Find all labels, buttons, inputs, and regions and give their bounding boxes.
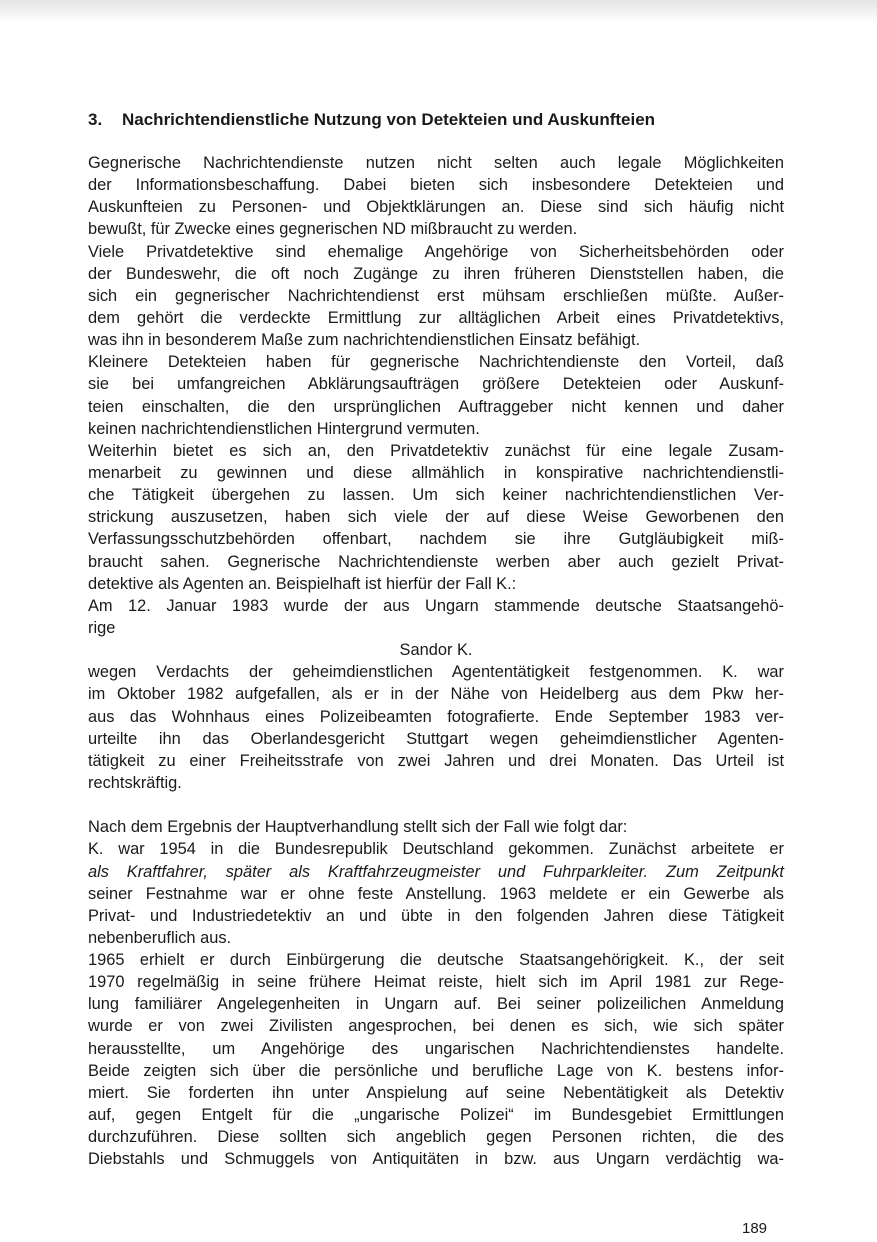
section-heading	[88, 109, 808, 131]
text-line: aus das Wohnhaus eines Polizeibeamten fotografierte. Ende September 1983 ver-	[88, 707, 784, 726]
text-line: detektive als Agenten an. Beispielhaft ist hierfür der Fall K.:	[88, 574, 517, 593]
text-line: urteilte ihn das Oberlandesgericht Stuttgart wegen geheimdienstlicher Agenten-	[88, 729, 784, 748]
text-line: braucht sahen. Gegnerische Nachrichtendienste werben aber auch gezielt Privat-	[88, 552, 784, 571]
text-line: Auskunfteien zu Personen- und Objektklärungen an. Diese sind sich häufig nicht	[88, 198, 784, 217]
section-title: Nachrichtendienstliche Nutzung von Detekteien und Auskunfteien	[122, 110, 656, 129]
text-line: Nach dem Ergebnis der Hauptverhandlung stellt sich der Fall wie folgt dar:	[88, 818, 628, 837]
text-line: sich ein gegnerischer Nachrichtendienst erst mühsam erschließen müßte. Außer-	[88, 286, 784, 305]
text-line: che Tätigkeit übergehen zu lassen. Um sich keiner nachrichtendienstlichen Ver-	[88, 486, 784, 505]
text-line: keinen nachrichtendienstlichen Hintergrund vermuten.	[88, 419, 480, 438]
body-text	[88, 152, 784, 1170]
text-line: Gegnerische Nachrichtendienste nutzen nicht selten auch legale Möglichkeiten	[88, 154, 784, 172]
paragraph-gap	[88, 794, 784, 816]
text-line: wurde er von zwei Zivilisten angesprochen, bei denen es sich, wie sich später	[88, 1017, 784, 1036]
text-line: 1970 regelmäßig in seine frühere Heimat reiste, hielt sich im April 1981 zur Rege-	[88, 973, 784, 992]
scan-top-edge	[0, 0, 877, 22]
text-line: K. war 1954 in die Bundesrepublik Deutschland gekommen. Zunächst arbeitete er	[88, 840, 784, 859]
section-number: 3.	[88, 110, 103, 129]
text-line: teien einschalten, die den ursprünglichen Auftraggeber nicht kennen und daher	[88, 397, 784, 416]
text-line: Viele Privatdetektive sind ehemalige Angehörige von Sicherheitsbehörden oder	[88, 242, 784, 261]
text-line: Beide zeigten sich über die persönliche und berufliche Lage von K. bestens infor-	[88, 1061, 784, 1080]
text-line: Verfassungsschutzbehörden offenbart, nachdem sie ihre Gutgläubigkeit miß-	[88, 530, 784, 549]
text-line: Weiterhin bietet es sich an, den Privatdetektiv zunächst für eine legale Zusam-	[88, 441, 784, 460]
text-line: Diebstahls und Schmuggels von Antiquitäten in bzw. aus Ungarn verdächtig wa-	[88, 1150, 784, 1169]
text-line: menarbeit zu gewinnen und diese allmählich in konspirative nachrichtendienstli-	[88, 463, 784, 482]
text-line: durchzuführen. Diese sollten sich angeblich gegen Personen richten, die des	[88, 1128, 784, 1147]
text-line: als Kraftfahrer, später als Kraftfahrzeugmeister und Fuhrparkleiter. Zum Zeitpunkt	[88, 862, 784, 881]
text-line: lung familiärer Angelegenheiten in Ungarn auf. Bei seiner polizeilichen Anmeldung	[88, 995, 784, 1014]
text-line: herausstellte, um Angehörige des ungarischen Nachrichtendienstes handelte.	[88, 1039, 784, 1058]
text-line: was ihn in besonderem Maße zum nachrichtendienstlichen Einsatz befähigt.	[88, 331, 641, 350]
centered-name: Sandor K.	[399, 641, 473, 660]
text-line: 1965 erhielt er durch Einbürgerung die deutsche Staatsangehörigkeit. K., der seit	[88, 951, 784, 970]
text-line: auf, gegen Entgelt für die „ungarische Polizei“ im Bundesgebiet Ermittlungen	[88, 1106, 784, 1125]
text-line: Kleinere Detekteien haben für gegnerische Nachrichtendienste den Vorteil, daß	[88, 353, 784, 372]
text-line: Am 12. Januar 1983 wurde der aus Ungarn stammende deutsche Staatsangehö-	[88, 596, 784, 615]
page-number: 189	[742, 1220, 768, 1237]
text-line: sie bei umfangreichen Abklärungsaufträgen größere Detekteien oder Auskunf-	[88, 375, 784, 394]
text-line: tätigkeit zu einer Freiheitsstrafe von zwei Jahren und drei Monaten. Das Urteil ist	[88, 751, 784, 770]
text-line: der Bundeswehr, die oft noch Zugänge zu ihren früheren Dienststellen haben, die	[88, 264, 784, 283]
text-line: im Oktober 1982 aufgefallen, als er in der Nähe von Heidelberg aus dem Pkw her-	[88, 685, 784, 704]
text-line: Privat- und Industriedetektiv an und übte in den folgenden Jahren diese Tätigkeit	[88, 906, 784, 925]
text-line: strickung auszusetzen, haben sich viele der auf diese Weise Geworbenen den	[88, 508, 784, 527]
text-line: miert. Sie forderten ihn unter Anspielung auf seine Nebentätigkeit als Detektiv	[88, 1083, 784, 1102]
text-line: dem gehört die verdeckte Ermittlung zur alltäglichen Arbeit eines Privatdetektivs,	[88, 308, 784, 327]
text-line: rige	[88, 618, 116, 637]
text-line: nebenberuflich aus.	[88, 928, 232, 947]
text-line: der Informationsbeschaffung. Dabei bieten sich insbesondere Detekteien und	[88, 176, 784, 195]
text-line: rechtskräftig.	[88, 773, 182, 792]
text-line: bewußt, für Zwecke eines gegnerischen ND mißbraucht zu werden.	[88, 220, 578, 239]
text-line: seiner Festnahme war er ohne feste Anstellung. 1963 meldete er ein Gewerbe als	[88, 884, 784, 903]
text-line: wegen Verdachts der geheimdienstlichen Agententätigkeit festgenommen. K. war	[88, 663, 784, 682]
